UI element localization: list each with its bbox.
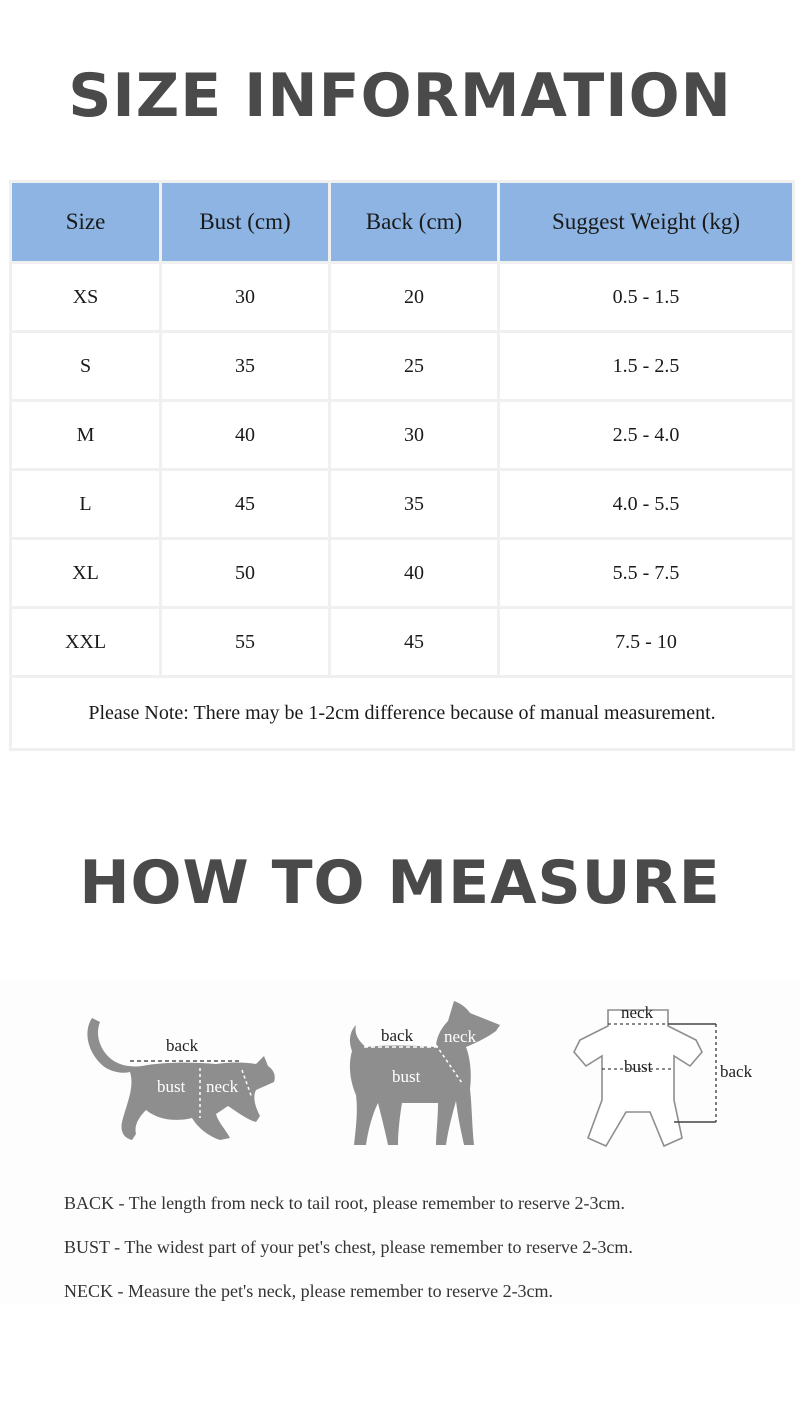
weight-cell: 0.5 - 1.5 <box>499 263 794 332</box>
cat-neck-label: neck <box>206 1077 239 1096</box>
back-cell: 30 <box>330 401 499 470</box>
measurement-note: Please Note: There may be 1-2cm difference because of manual measurement. <box>11 677 794 750</box>
size-table <box>9 180 795 751</box>
bust-cell: 55 <box>161 608 330 677</box>
dog-back-label: back <box>381 1026 414 1045</box>
bust-cell: 40 <box>161 401 330 470</box>
table-row <box>11 332 794 401</box>
weight-cell: 1.5 - 2.5 <box>499 332 794 401</box>
size-cell: S <box>11 332 161 401</box>
table-row <box>11 263 794 332</box>
size-information-title: SIZE INFORMATION <box>68 61 732 131</box>
bust-cell: 45 <box>161 470 330 539</box>
bust-cell: 50 <box>161 539 330 608</box>
column-header-back: Back (cm) <box>330 182 499 263</box>
weight-cell: 7.5 - 10 <box>499 608 794 677</box>
size-cell: M <box>11 401 161 470</box>
garment-back-label: back <box>720 1062 753 1081</box>
dog-bust-label: bust <box>392 1067 421 1086</box>
size-cell: XS <box>11 263 161 332</box>
note-row <box>11 677 794 750</box>
cat-bust-label: bust <box>157 1077 186 1096</box>
garment-bust-label: bust <box>624 1057 653 1076</box>
size-cell: XL <box>11 539 161 608</box>
table-row <box>11 539 794 608</box>
column-header-weight: Suggest Weight (kg) <box>499 182 794 263</box>
dog-neck-label: neck <box>444 1027 477 1046</box>
bust-description: BUST - The widest part of your pet's chest, please remember to reserve 2-3cm. <box>64 1237 633 1257</box>
table-row <box>11 608 794 677</box>
garment-figure <box>568 1000 768 1155</box>
weight-cell: 2.5 - 4.0 <box>499 401 794 470</box>
size-cell: XXL <box>11 608 161 677</box>
garment-outline-icon <box>574 1010 702 1146</box>
bust-cell: 35 <box>161 332 330 401</box>
back-description: BACK - The length from neck to tail root, please remember to reserve 2-3cm. <box>64 1193 625 1213</box>
dog-silhouette-icon <box>350 1001 500 1145</box>
weight-cell: 5.5 - 7.5 <box>499 539 794 608</box>
table-row <box>11 470 794 539</box>
back-cell: 45 <box>330 608 499 677</box>
weight-cell: 4.0 - 5.5 <box>499 470 794 539</box>
how-to-measure-title: HOW TO MEASURE <box>79 848 721 918</box>
back-cell: 40 <box>330 539 499 608</box>
size-cell: L <box>11 470 161 539</box>
garment-neck-label: neck <box>621 1003 654 1022</box>
back-cell: 25 <box>330 332 499 401</box>
back-cell: 20 <box>330 263 499 332</box>
cat-back-label: back <box>166 1036 199 1055</box>
column-header-size: Size <box>11 182 161 263</box>
dog-figure <box>340 995 510 1155</box>
back-cell: 35 <box>330 470 499 539</box>
cat-figure <box>80 1010 290 1155</box>
bust-cell: 30 <box>161 263 330 332</box>
table-row <box>11 401 794 470</box>
neck-description: NECK - Measure the pet's neck, please remember to reserve 2-3cm. <box>64 1281 554 1301</box>
column-header-bust: Bust (cm) <box>161 182 330 263</box>
table-header-row <box>11 182 794 263</box>
